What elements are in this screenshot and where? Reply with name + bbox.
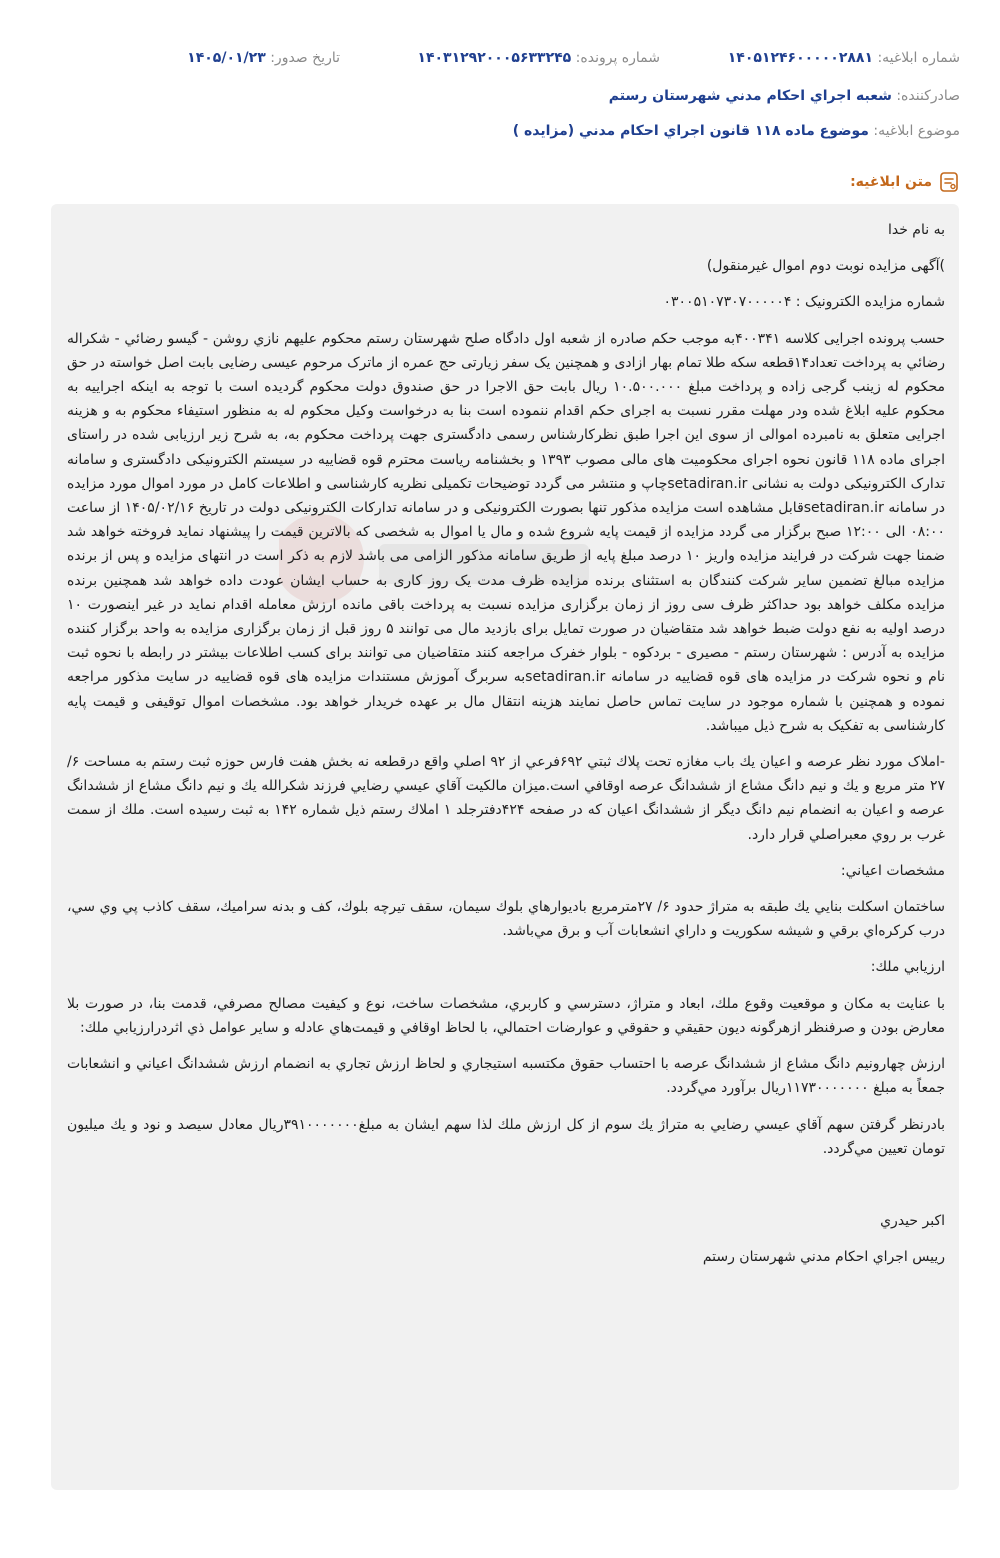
subject-label: موضوع ابلاغيه: xyxy=(873,123,960,139)
signer-title: رييس اجراي احکام مدني شهرستان رستم xyxy=(702,1249,945,1266)
valuation-paragraph: با عنايت به مكان و موقعيت وقوع ملك، ابعاد و متراژ، دسترسي و كاربري، مشخصات ساخت، نوع و كيفيت مصالح مصرفي، قدمت بنا، در صورت بلا معارض بودن و صرفنظر ازهرگونه ديون حقيقي و حقوقي و عوارضات احتمالي، با لحاظ اوقافي و قيمت‌هاي عادله و ساير عوامل ذي اثردرارزيابي ملك: xyxy=(67,995,945,1036)
main-paragraph: حسب پرونده اجرایی کلاسه ۴۰۰۳۴۱به موجب حکم صادره از شعبه اول دادگاه صلح شهرستان رستم محکوم علیهم نازي روشن - گيسو رضائي - شکراله رضائي به پرداخت تعداد۱۴قطعه سکه طلا تمام بهار ازادی و همچنین یک سفر زیارتی حج عمره از ماترک مرحوم عیسی رضایی بابت اصل خواسته در حق محکوم له زینب گرجی زاده و پرداخت مبلغ ۱۰.۵۰۰.۰۰۰ ریال بابت حق الاجرا در حق صندوق دولت محکوم گردیده است با توجه به اینکه اجراییه به محکوم علیه ابلاغ شده ودر مهلت مقرر نسبت به اجرای حکم اقدام ننموده است بنا به درخواست وکیل محکوم له به منظور استیفاء محکوم به و هزینه اجرایی متعلق به نامبرده اموالی از سوی این اجرا طبق نظرکارشناس رسمی دادگستری جهت پرداخت محکوم به، به شرح زیر ارزیابی شده در راستای اجرای ماده ۱۱۸ قانون نحوه اجرای محکومیت های مالی مصوب ۱۳۹۳ و بخشنامه ریاست محترم قوه قضاییه در سیستم الکترونیکی دادگستری و سامانه تدارک الکترونیکی دولت به نشانی setadiran.irچاپ و منتشر می گردد توضیحات تکمیلی نظریه کارشناسی و اطلاعات کامل در مورد اموال مورد مزایده در سامانه setadiran.irقابل مشاهده است مزایده مذکور تنها بصورت الکترونیکی و در سامانه تدارکات الکترونیکی دولت در تاریخ ۱۴۰۵/۰۲/۱۶ از ساعت ۰۸:۰۰ الی ۱۲:۰۰ صبح برگزار می گردد مزایده از قیمت پایه شروع شده و مال یا اموال به شخصی که بالاترین قیمت را پیشنهاد نماید فروخته خواهد شد ضمنا جهت شرکت در فرایند مزایده واریز ۱۰ درصد مبلغ پایه از طریق سامانه مذکور الزامی می باشد لازم به ذکر است در انتهای مزایده و پس از برنده مزایده مبالغ تضمین سایر شرکت کنندگان به استثنای برنده مزایده ظرف مدت یک روز کاری به حساب ایشان عودت داده خواهد شد همچنین برنده مزایده مکلف خواهد بود حداکثر ظرف سی روز از زمان برگزاری مزایده نسبت به پرداخت باقی مانده ارزش معامله اقدام نماید در غیر اینصورت ۱۰ درصد اولیه به نفع دولت ضبط خواهد شد متقاضیان در صورت تمایل برای بازدید مال می توانند ۵ روز قبل از زمان برگزاری مزایده به واحد برگزار کننده مزایده به آدرس : شهرستان رستم - مصيری - بردکوه - بلوار خفرک مراجعه کنند متقاضیان می توانند برای کسب اطلاعات بیشتر در رابطه با نحوه ثبت نام و نحوه شرکت در مزایده های قوه قضاییه در سامانه setadiran.irبه سربرگ آموزش مستندات مزایده های قوه قضاییه در سایت مذکور مراجعه نموده و همچنین با شماره موجود در سایت تماس حاصل نمایند هزینه انتقال مال بر عهده خریدار خواهد بود. مشخصات اموال توقیفی و قیمت پایه کارشناسی به تفکیک به شرح ذیل میباشد. xyxy=(67,330,945,734)
issue-date-label: تاریخ صدور: xyxy=(270,50,340,66)
notice-content-box xyxy=(51,204,959,1490)
auction-number: شماره مزایده الکترونیک : ۰۳۰۰۵۱۰۷۳۰۷۰۰۰۰۰۴ xyxy=(663,294,945,311)
notice-number-field xyxy=(728,47,960,69)
share-paragraph: بادرنظر گرفتن سهم آقاي عيسي رضايي به متراژ يك سوم از كل ارزش ملك لذا سهم ايشان به مبلغ۳۹۱۰۰۰۰۰۰۰ريال معادل سيصد و نود و يك ميليون تومان تعيين مي‌گردد. xyxy=(67,1116,945,1157)
notice-text-title: متن ابلاغيه: xyxy=(850,174,932,190)
subject-row xyxy=(40,120,960,142)
ad-title: )آگهی مزایده نوبت دوم اموال غیرمنقول) xyxy=(706,258,945,275)
file-number-value: ۱۴۰۳۱۲۹۲۰۰۰۵۶۳۳۲۴۵ xyxy=(417,50,572,66)
issue-date-field xyxy=(187,47,340,69)
signer-name: اكبر حيدري xyxy=(880,1212,945,1229)
notice-number-label: شماره ابلاغيه: xyxy=(877,50,960,66)
issuer-value: شعبه اجراي احكام مدني شهرستان رستم xyxy=(608,88,892,104)
value-paragraph: ارزش چهارونيم دانگ مشاع از ششدانگ عرصه با احتساب حقوق مكتسبه استيجاري و لحاظ ارزش تجاري به انضمام ارزش ششدانگ اعياني و انشعابات جمعاً به مبلغ ۱۱۷۳۰۰۰۰۰۰۰ريال برآورد مي‌گردد. xyxy=(67,1056,945,1097)
issue-date-value: ۱۴۰۵/۰۱/۲۳ xyxy=(187,50,266,66)
subject-value: موضوع ماده ۱۱۸ قانون اجراي احکام مدني (مزايده ) xyxy=(512,123,869,139)
notice-text-heading xyxy=(850,170,960,194)
issuer-row xyxy=(40,85,960,107)
file-number-field xyxy=(417,47,660,69)
notice-number-value: ۱۴۰۵۱۲۴۶۰۰۰۰۰۲۸۸۱ xyxy=(727,50,873,66)
document-icon xyxy=(938,171,960,193)
file-number-label: شماره پرونده: xyxy=(575,50,660,66)
bismillah-line: به نام خدا xyxy=(887,222,945,238)
property-paragraph: -املاک مورد نظر عرصه و اعيان يك باب مغازه تحت پلاك ثبتي ۶۹۲فرعي از ۹۲ اصلي واقع درقطعه نه بخش هفت فارس حوزه ثبت رستم به مساحت ۶/ ۲۷ متر مربع و يك و نيم دانگ مشاع از ششدانگ عرصه اوقافي است.ميزان مالكيت آقاي عيسي رضايي فرزند شكرالله يك و نيم دانگ مشاع از ششدانگ عرصه و اعيان به انضمام نيم دانگ ديگر از ششدانگ اعيان كه در صفحه ۴۲۴دفترجلد ۱ املاك رستم ذيل شماره ۱۴۲ به ثبت رسيده است. ملك از سمت غرب بر روي معبراصلي قرار دارد. xyxy=(67,754,946,843)
specs-paragraph: ساختمان اسكلت بنايي يك طبقه به متراژ حدود ۶/ ۲۷مترمربع باديوارهاي بلوك سيمان، سقف تيرچه بلوك، كف و بدنه سراميك، سقف كاذب پي وي سي، درب كركره‌اي برقي و شيشه سكوريت و داراي انشعابات آب و برق مي‌باشد. xyxy=(67,899,946,940)
valuation-heading: ارزيابي ملك: xyxy=(870,959,945,976)
issuer-label: صادرکننده: xyxy=(896,88,960,104)
specs-heading: مشخصات اعياني: xyxy=(840,862,945,879)
